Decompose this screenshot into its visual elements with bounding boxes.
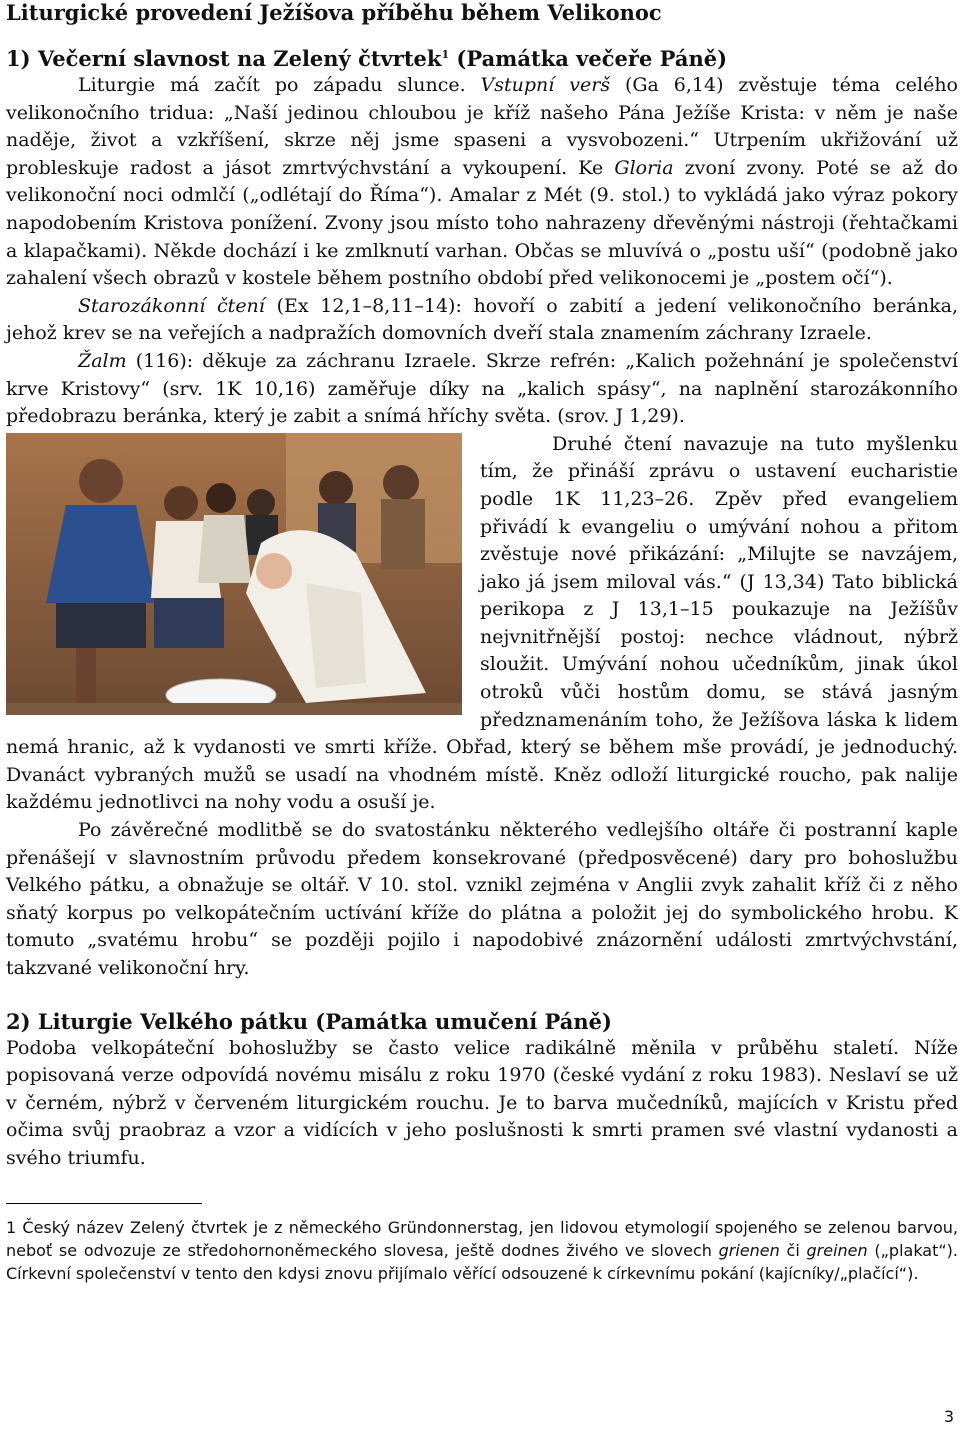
document-page [6, 0, 958, 1285]
section2-heading: 2) Liturgie Velkého pátku (Památka umučení Páně) [6, 1008, 612, 1034]
footnote-ref[interactable]: 1 [441, 48, 450, 61]
footnote: 1 Český název Zelený čtvrtek je z německého Gründonnerstag, jen lidovou etymologií spojeného se zelenou barvou, neboť se odvozuje ze středohornoněmeckého slovesa, ještě dodnes živého ve slovech grienen či greinen („plakat“). Církevní společenství v tento den kdysi znovu přijímalo věřící odsouzené k církevnímu pokání (kajícníky/„plačící“). [6, 1217, 959, 1283]
section1-paragraph-1: Liturgie má začít po západu slunce. Vstupní verš (Ga 6,14) zvěstuje téma celého velikonočního tridua: „Naší jedinou chloubou je kříž našeho Pána Ježíše Krista: v něm je naše naděje, život a vzkříšení, skrze něj jsme spaseni a vysvobozeni.“ Utrpením ukřižování už probleskuje radost a jásot zmrtvýchvstání a vykoupení. Ke Gloria zvoní zvony. Poté se až do velikonoční noci odmlčí („odlétají do Říma“). Amalar z Mét (9. stol.) to vykládá jako výraz pokory napodobením Kristova ponížení. Zvony jsou místo toho nahrazeny dřevěnými nástroji (řehtačkami a klapačkami). Někde dochází i ke zmlknutí varhan. Občas se mluvívá o „postu uší“ (podobně jako zahalení všech obrazů v kostele během postního období před velikonocemi je „postem očí“). [6, 74, 959, 290]
foot-washing-photo [6, 433, 462, 715]
section1-paragraph-4: Druhé čtení navazuje na tuto myšlenku tím, že přináší zprávu o ustavení eucharistie podle 1K 11,23–26. Zpěv před evangeliem přivádí k evangeliu o umývání nohou a přitom zvěstuje nové přikázání: „Milujte se navzájem, jako já jsem miloval vás.“ (J 13,34) Tato biblická perikopa z J 13,1–15 poukazuje na Ježíšův nejvnitřnější postoj: nechce vládnout, nýbrž sloužit. Umývání nohou učedníkům, jinak úkol otroků vůči hostům domu, se stává jasným předznamenáním toho, že Ježíšova láska k lidem nemá hranic, až k vydanosti ve smrti kříže. Obřad, který se během mše provádí, je jednoduchý. Dvanáct vybraných mužů se usadí na vhodném místě. Kněz odloží liturgické roucho, pak nalije každému jednotlivci na nohy vodu a osuší je. [6, 432, 958, 814]
section1-paragraph-2: Starozákonní čtení (Ex 12,1–8,11–14): hovoří o zabití a jedení velikonočního beránka, jehož krev se na veřejích a nadpražích domovních dveří stala znamením záchrany Izraele. [6, 294, 958, 345]
section1-paragraph-3: Žalm (116): děkuje za záchranu Izraele. Skrze refrén: „Kalich požehnání je společenství krve Kristovy“ (srv. 1K 10,16) zaměřuje díky na „kalich spásy“, na naplnění starozákonního předobrazu beránka, který je zabit a snímá hříchy světa. (srov. J 1,29). [6, 349, 958, 428]
document-title: Liturgické provedení Ježíšova příběhu během Velikonoc [6, 0, 662, 25]
section1-heading-suffix: (Památka večeře Páně) [449, 46, 728, 71]
section2-paragraph-1: Podoba velkopáteční bohoslužby se často velice radikálně měnila v průběhu staletí. Níže popisovaná verze odpovídá novému misálu z roku 1970 (české vydání z roku 1983). Neslaví se už v černém, nýbrž v červeném liturgickém rouchu. Je to barva mučedníků, majících v Kristu před očima svůj praobraz a vzor a vidících v jeho poslušnosti k smrti pramen své vlastní vydanosti a svého triumfu. [6, 1036, 958, 1169]
foot-washing-photo-illustration [6, 433, 462, 715]
section1-heading-text: 1) Večerní slavnost na Zelený čtvrtek [6, 46, 442, 71]
section1-heading [6, 46, 958, 72]
footnote-number: 1 [6, 1217, 17, 1237]
page-number: 3 [943, 1407, 954, 1426]
section1-paragraph-5: Po závěrečné modlitbě se do svatostánku některého vedlejšího oltáře či postranní kaple přenášejí v slavnostním průvodu předem konsekrované (předposvěcené) dary pro bohoslužbu Velkého pátku, a obnažuje se oltář. V 10. stol. vznikl zejména v Anglii zvyk zahalit kříž či z něho sňatý korpus po velkopátečním uctívání kříže do plátna a položit jej do symbolického hrobu. K tomuto „svatému hrobu“ se později pojilo i napodobivé znázornění události zmrtvýchvstání, takzvané velikonoční hry. [6, 819, 958, 979]
